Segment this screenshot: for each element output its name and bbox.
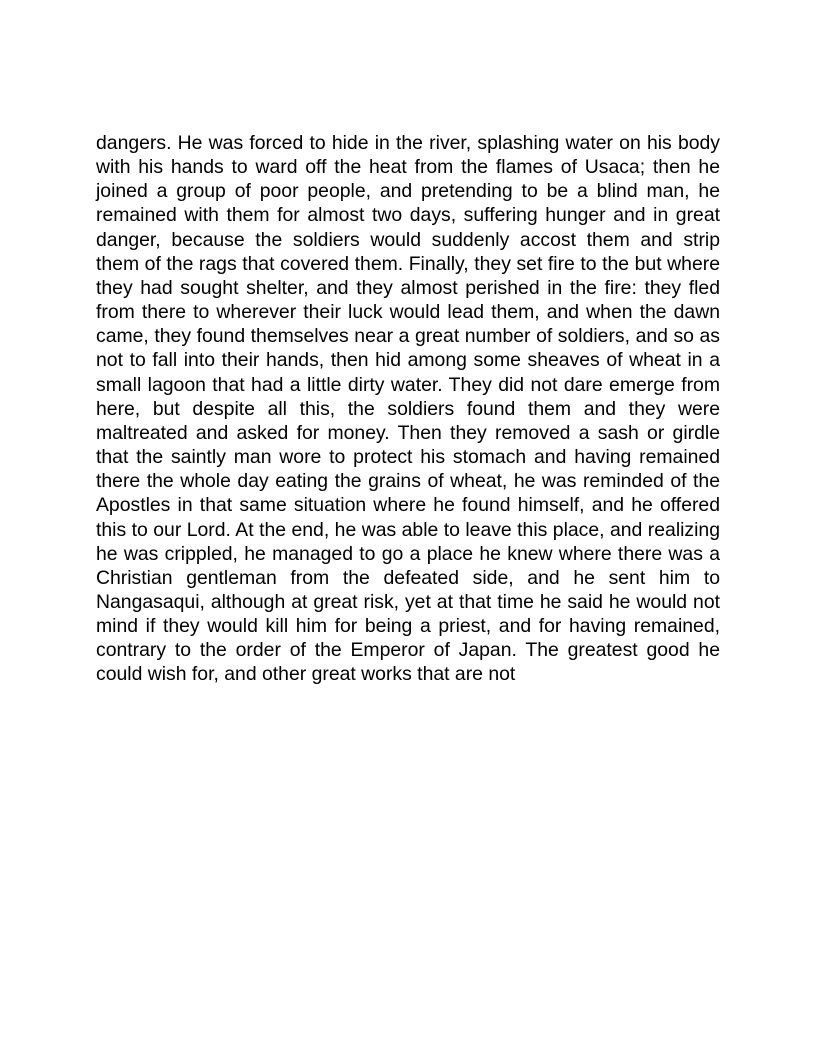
body-paragraph: dangers. He was forced to hide in the river, splashing water on his body with his hands to ward off the heat from the flames of Usaca; then he joined a group of poor people, and pretending to be a blind man, he remained with them for almost two days, suffering hunger and in great danger, because the soldiers would suddenly accost them and strip them of the rags that covered them. Finally, they set fire to the but where they had sought shelter, and they almost perished in the fire: they fled from there to wherever their luck would lead them, and when the dawn came, they found themselves near a great number of soldiers, and so as not to fall into their hands, then hid among some sheaves of wheat in a small lagoon that had a little dirty water. They did not dare emerge from here, but despite all this, the soldiers found them and they were maltreated and asked for money. Then they removed a sash or girdle that the saintly man wore to protect his stomach and having remained there the whole day eating the grains of wheat, he was reminded of the Apostles in that same situation where he found himself, and he offered this to our Lord. At the end, he was able to leave this place, and realizing he was crippled, he managed to go a place he knew where there was a Christian gentleman from the defeated side, and he sent him to Nangasaqui, although at great risk, yet at that time he said he would not mind if they would kill him for being a priest, and for having remained, contrary to the order of the Emperor of Japan. The greatest good he could wish for, and other great works that are not bbox=[96, 132, 720, 686]
